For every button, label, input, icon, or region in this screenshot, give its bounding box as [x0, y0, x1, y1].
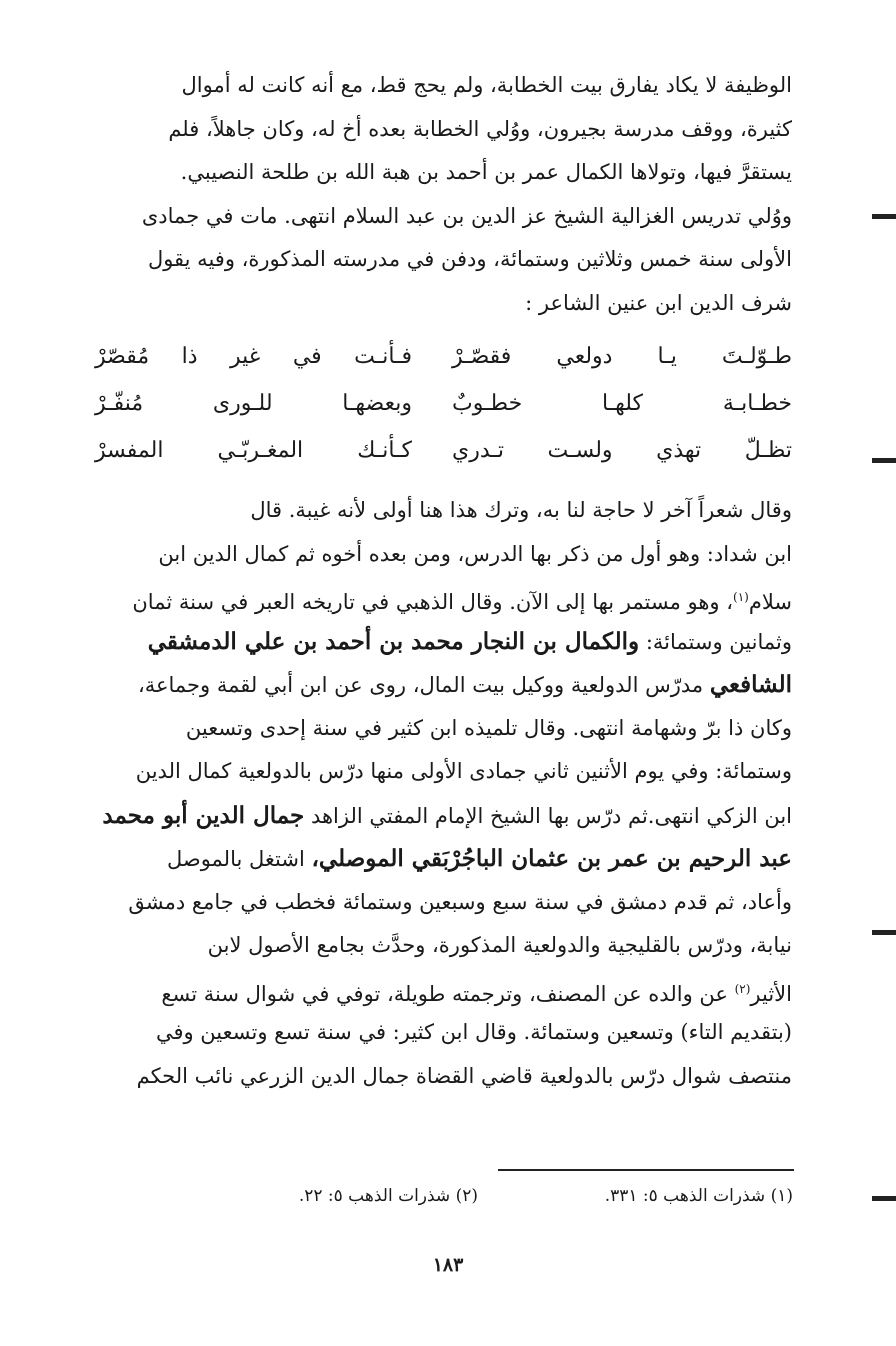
verse-second-hemistich: فـأنـت في غير ذا مُقصّرْ — [95, 344, 412, 369]
body-text-bottom — [95, 489, 792, 1098]
page-edge-mark — [872, 1196, 896, 1201]
page-edge-mark — [872, 458, 896, 463]
verse-first-hemistich: طـوّلـتَ يـا دولعي فقصّـرْ — [452, 344, 792, 369]
text-line: ابن الزكي انتهى.ثم درّس بها الشيخ الإمام المفتي الزاهد جمال الدين أبو محمد — [102, 801, 792, 829]
footnote-ref: (١) — [733, 590, 749, 604]
text-line: سلام$^{(١)}$، وهو مستمر بها إلى الآن. وقال الذهبي في تاريخه العبر في سنة ثمان — [132, 590, 792, 614]
page-number: ١٨٣ — [432, 1254, 464, 1276]
footnote-ref: (٢) — [734, 981, 751, 996]
verse-row — [95, 380, 792, 427]
bold-name: والكمال بن النجار محمد بن أحمد بن علي الدمشقي — [147, 627, 640, 655]
verse-row — [95, 333, 792, 380]
text-line: كثيرة، ووقف مدرسة بجيرون، ووُلي الخطابة بعده أخ له، وكان جاهلاً، فلم — [168, 116, 792, 141]
text-line: وأعاد، ثم قدم دمشق في سنة سبع وسبعين وستمائة فخطب في جامع دمشق — [128, 889, 792, 914]
text-line: (بتقديم التاء) وتسعين وستمائة. وقال ابن كثير: في سنة تسع وتسعين وفي — [155, 1020, 792, 1044]
text-line: يستقرَّ فيها، وتولاها الكمال عمر بن أحمد بن هبة الله بن طلحة النصيبي. — [180, 160, 792, 184]
bold-name: عبد الرحيم بن عمر بن عثمان الباجُرْبَقي الموصلي، — [311, 845, 792, 872]
text-line: الأثير$^{(٢)}$ عن والده عن المصنف، وترجمته طويلة، توفي في شوال سنة تسع — [161, 981, 792, 1006]
text-line: الوظيفة لا يكاد يفارق بيت الخطابة، ولم يحج قط، مع أنه كانت له أموال — [181, 73, 792, 97]
text-line: وقال شعراً آخر لا حاجة لنا به، وترك هذا هنا أولى لأنه غيبة. قال — [250, 498, 792, 522]
text-line: وكان ذا برّ وشهامة انتهى. وقال تلميذه ابن كثير في سنة إحدى وتسعين — [185, 715, 792, 740]
text-line: منتصف شوال درّس بالدولعية قاضي القضاة جمال الدين الزرعي نائب الحكم — [136, 1063, 792, 1088]
text-line: وستمائة: وفي يوم الأثنين ثاني جمادى الأولى منها درّس بالدولعية كمال الدين — [135, 759, 792, 783]
text-line: ووُلي تدريس الغزالية الشيخ عز الدين بن عبد السلام انتهى. مات في جمادى — [141, 203, 792, 228]
text-line: وثمانين وستمائة: والكمال بن النجار محمد بن أحمد بن علي الدمشقي — [147, 627, 792, 655]
footnote-separator — [498, 1169, 794, 1171]
footnote-2: (٢) شذرات الذهب ٥: ٢٢. — [298, 1186, 478, 1206]
text-line: الأولى سنة خمس وثلاثين وستمائة، ودفن في مدرسته المذكورة، وفيه يقول — [147, 247, 792, 271]
text-line: شرف الدين ابن عنين الشاعر : — [525, 290, 792, 315]
page-edge-mark — [872, 930, 896, 935]
verse-first-hemistich: تظـلّ تهذي ولسـت تـدري — [452, 438, 792, 463]
verse-second-hemistich: وبعضهـا للـورى مُنفّـرْ — [95, 391, 412, 416]
bold-name: الشافعي — [709, 671, 792, 698]
text-line: نيابة، ودرّس بالقليجية والدولعية المذكورة، وحدَّث بجامع الأصول لابن — [207, 933, 792, 957]
page-edge-mark — [872, 214, 896, 219]
verse-row — [95, 427, 792, 474]
verse-first-hemistich: خطـابـة كلهـا خطـوبٌ — [452, 391, 792, 416]
text-line: عبد الرحيم بن عمر بن عثمان الباجُرْبَقي الموصلي، اشتغل بالموصل — [166, 845, 792, 872]
text-line: الشافعي مدرّس الدولعية ووكيل بيت المال، روى عن ابن أبي لقمة وجماعة، — [137, 671, 792, 698]
verse-second-hemistich: كـأنـك المغـربّـي المفسرْ — [95, 438, 412, 463]
text-line: ابن شداد: وهو أول من ذكر بها الدرس، ومن بعده أخوه ثم كمال الدين ابن — [158, 541, 792, 566]
body-text-top — [95, 64, 792, 325]
footnote-1: (١) شذرات الذهب ٥: ٣٣١. — [604, 1186, 793, 1206]
bold-name: جمال الدين أبو محمد — [102, 801, 305, 829]
poem-verses — [95, 333, 792, 474]
